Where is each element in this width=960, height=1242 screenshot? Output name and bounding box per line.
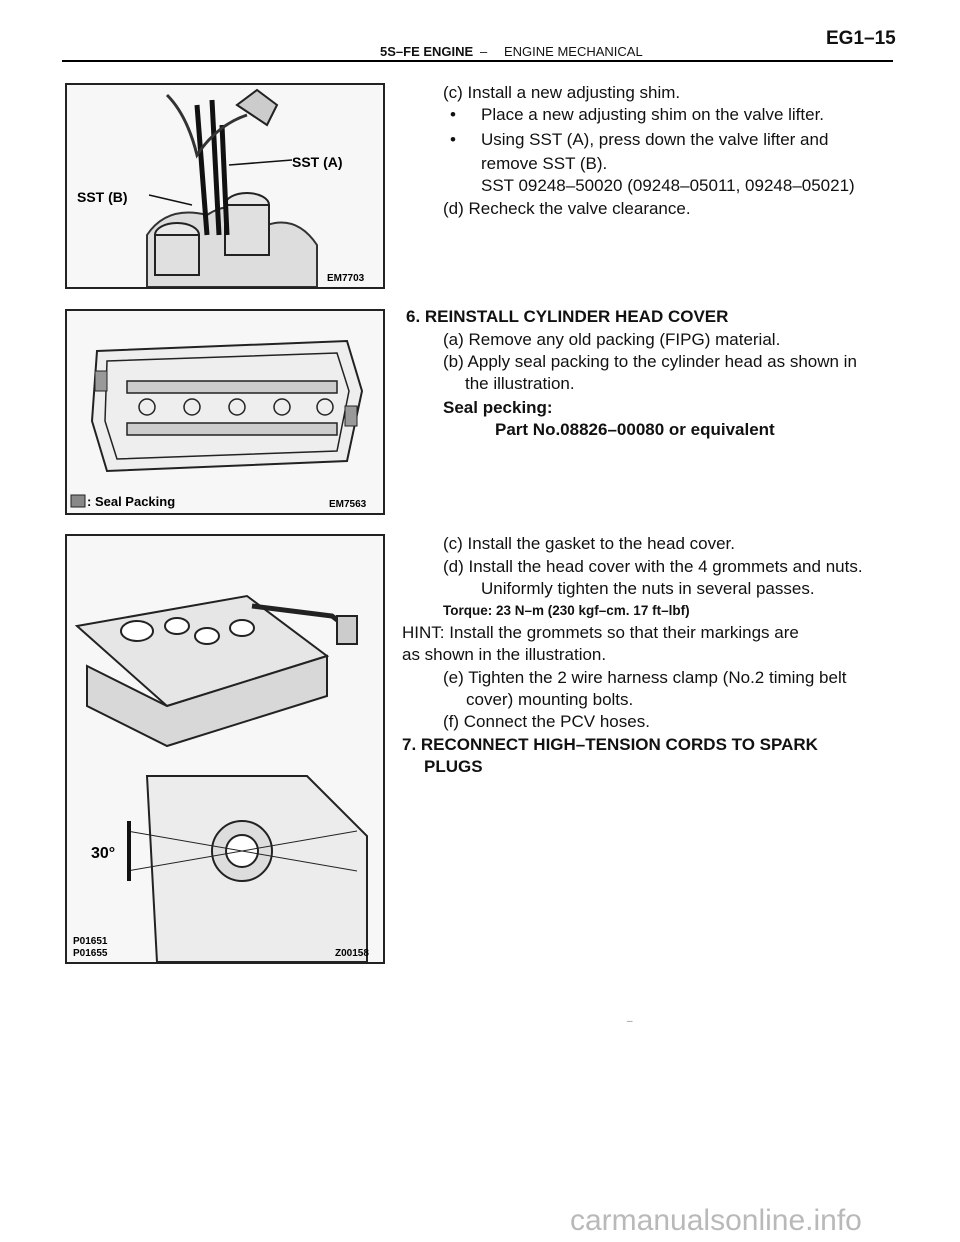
shim-sst-line3: SST 09248–50020 (09248–05011, 09248–05021)	[481, 176, 855, 195]
step-7-heading-line1: 7. RECONNECT HIGH–TENSION CORDS TO SPARK	[402, 735, 818, 754]
header-dash: –	[480, 44, 488, 59]
figure-seal-packing	[65, 309, 385, 515]
header-rule	[62, 60, 893, 62]
step-d-headcover: (d) Install the head cover with the 4 grommets and nuts.	[443, 557, 863, 576]
torque-spec: Torque: 23 N–m (230 kgf–cm. 17 ft–lbf)	[443, 603, 690, 618]
hint-line1: HINT: Install the grommets so that their markings are	[402, 623, 799, 642]
seal-part-number: Part No.08826–00080 or equivalent	[495, 420, 775, 439]
step-e-tighten-line2: cover) mounting bolts.	[466, 690, 634, 709]
step-6-heading: 6. REINSTALL CYLINDER HEAD COVER	[406, 307, 729, 326]
footer-mark: –	[627, 1016, 633, 1027]
page-number: EG1–15	[826, 28, 896, 49]
hint-line2: as shown in the illustration.	[402, 645, 607, 664]
step-d-uniform: Uniformly tighten the nuts in several passes.	[481, 579, 815, 598]
shim-sst-line1: Using SST (A), press down the valve lifter and	[481, 130, 829, 149]
page-header	[0, 28, 960, 62]
watermark: carmanualsonline.info	[570, 1204, 862, 1237]
step-c-shim: (c) Install a new adjusting shim.	[443, 83, 681, 102]
step-7-heading-line2: PLUGS	[424, 757, 483, 776]
figure-seal-illustration	[67, 311, 383, 513]
shim-place: Place a new adjusting shim on the valve lifter.	[481, 105, 825, 124]
step-e-tighten-line1: (e) Tighten the 2 wire harness clamp (No.2 timing belt	[443, 668, 847, 687]
step-a-remove: (a) Remove any old packing (FIPG) material.	[443, 330, 781, 349]
step-c-gasket: (c) Install the gasket to the head cover.	[443, 534, 735, 553]
fig1-label-sst-a: SST (A)	[292, 154, 343, 170]
bullet: •	[450, 130, 456, 149]
fig3-angle: 30°	[91, 845, 116, 862]
step-d-recheck: (d) Recheck the valve clearance.	[443, 199, 691, 218]
step-b-apply-line1: (b) Apply seal packing to the cylinder head as shown in	[443, 352, 857, 371]
header-chapter: ENGINE MECHANICAL	[504, 44, 643, 59]
seal-label: Seal pecking:	[443, 398, 553, 417]
step-b-apply-line2: the illustration.	[465, 374, 575, 393]
figure-headcover-illustration	[67, 536, 383, 962]
fig3-code3: Z00158	[335, 948, 369, 959]
shim-sst-line2: remove SST (B).	[481, 154, 608, 173]
fig1-label-sst-b: SST (B)	[77, 189, 128, 205]
fig3-code1: P01651	[73, 936, 108, 947]
fig2-code: EM7563	[329, 499, 367, 510]
bullet: •	[450, 105, 456, 124]
fig2-legend: : Seal Packing	[87, 494, 176, 509]
fig1-code: EM7703	[327, 273, 365, 284]
figure-sst-valve-lifter	[65, 83, 385, 289]
figure-sst-illustration	[67, 85, 383, 287]
figure-head-cover	[65, 534, 385, 964]
fig3-code2: P01655	[73, 948, 108, 959]
header-section: 5S–FE ENGINE	[380, 44, 474, 59]
step-f-connect: (f) Connect the PCV hoses.	[443, 712, 650, 731]
